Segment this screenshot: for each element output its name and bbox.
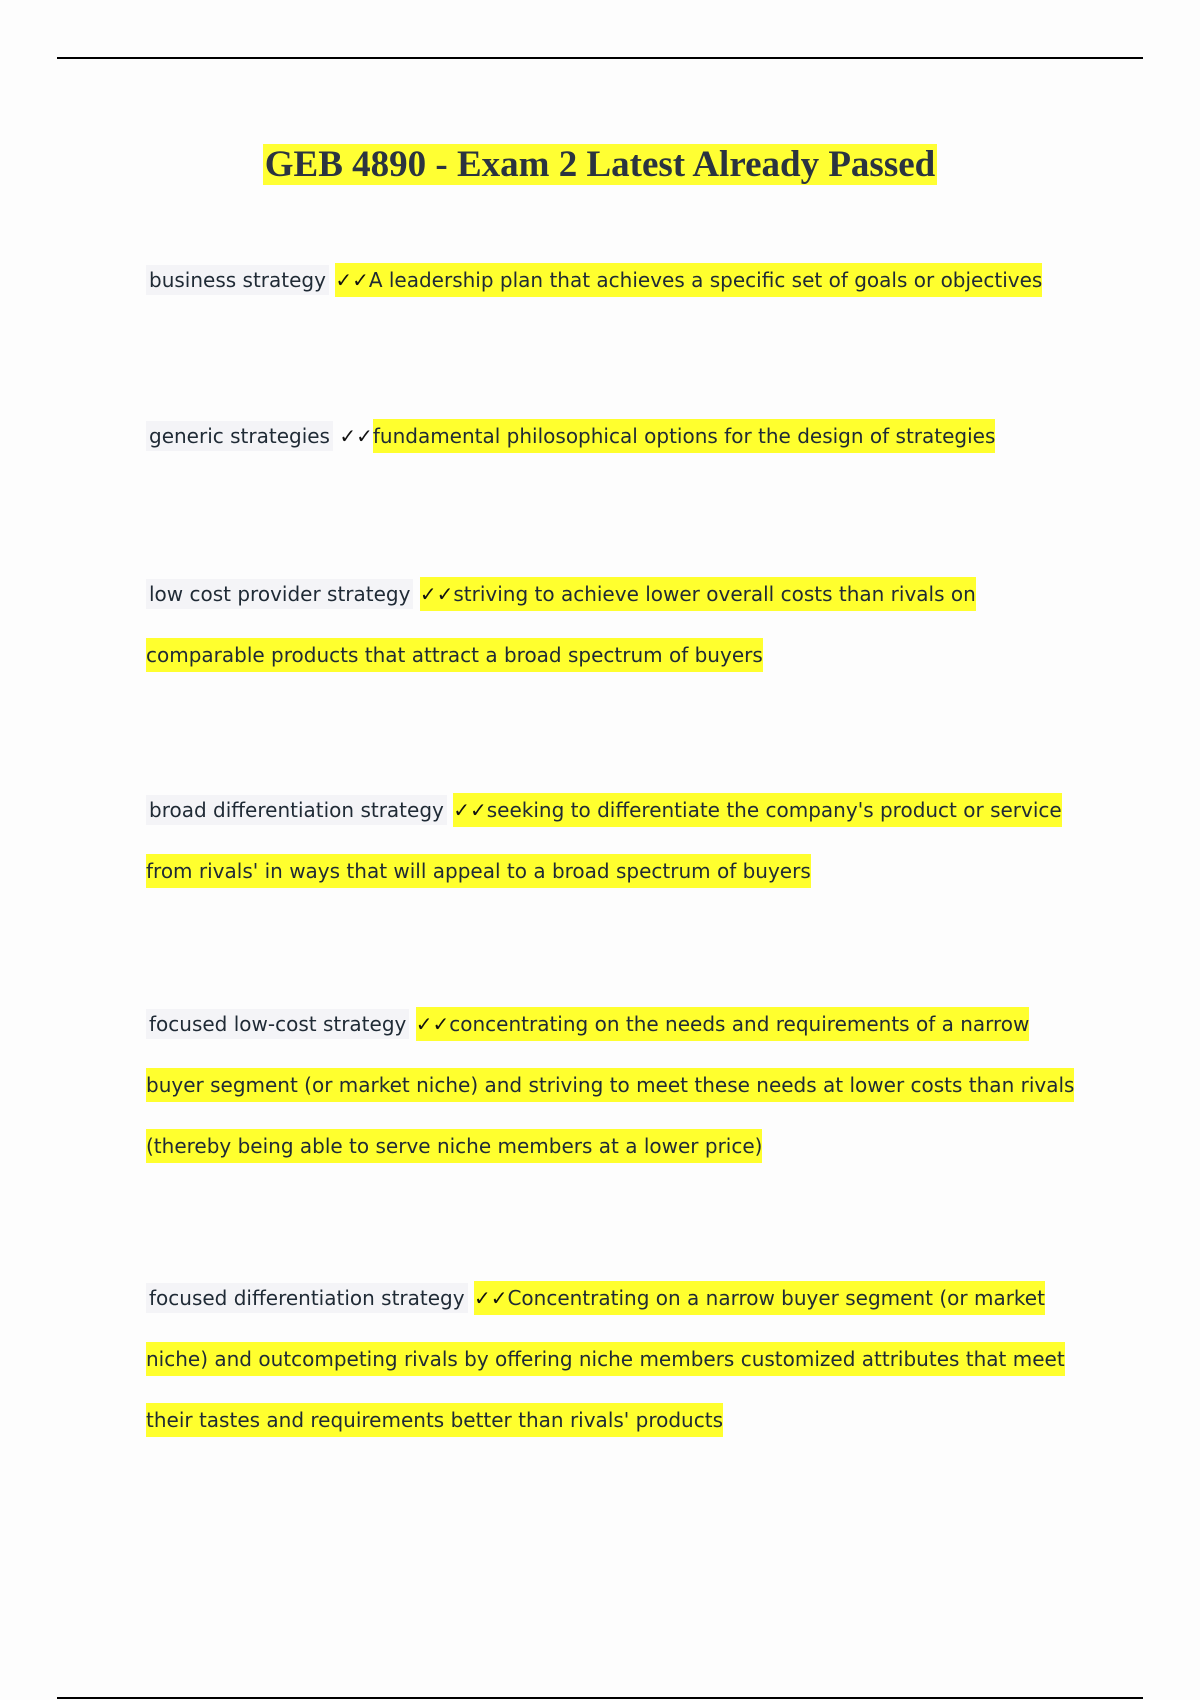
entry-generic-strategies	[146, 406, 1086, 467]
entry-term: focused differentiation strategy	[146, 1283, 468, 1313]
check-marks: ✓✓	[335, 268, 369, 292]
entry-definition: A leadership plan that achieves a specific set of goals or objectives	[368, 268, 1043, 292]
check-marks: ✓✓	[419, 582, 454, 606]
document-title-text: GEB 4890 - Exam 2 Latest Already Passed	[264, 144, 936, 185]
entry-term: broad differentiation strategy	[146, 795, 447, 825]
entry-definition: fundamental philosophical options for the design of strategies	[373, 419, 996, 453]
entry-term: focused low-cost strategy	[146, 1009, 409, 1039]
entry-definition: concentrating on the needs and requirements of a narrow buyer segment (or market niche) and striving to meet these needs at lower costs than rivals (thereby being able to serve niche members at a lower price)	[146, 1012, 1075, 1158]
entry-term: business strategy	[146, 265, 329, 295]
check-marks: ✓✓	[415, 1012, 450, 1036]
bottom-rule	[57, 1697, 1143, 1699]
entry-business-strategy	[146, 250, 1086, 311]
top-rule	[57, 57, 1143, 59]
entry-definition: striving to achieve lower overall costs than rivals on comparable products that attract a broad spectrum of buyers	[146, 582, 976, 667]
check-marks: ✓✓	[453, 798, 487, 822]
entry-broad-differentiation-strategy	[146, 780, 1086, 902]
entry-term: generic strategies	[146, 421, 333, 451]
entry-low-cost-provider-strategy	[146, 564, 1086, 686]
entry-focused-differentiation-strategy	[146, 1268, 1086, 1451]
entry-definition: Concentrating on a narrow buyer segment (or market niche) and outcompeting rivals by offering niche members customized attributes that meet their tastes and requirements better than rivals' products	[146, 1286, 1065, 1432]
check-marks: ✓✓	[473, 1286, 508, 1310]
entry-term: low cost provider strategy	[146, 579, 413, 609]
document-title	[0, 141, 1200, 189]
check-marks: ✓✓	[339, 424, 373, 448]
entry-definition: seeking to differentiate the company's product or service from rivals' in ways that will appeal to a broad spectrum of buyers	[146, 798, 1062, 883]
entry-focused-low-cost-strategy	[146, 994, 1086, 1177]
